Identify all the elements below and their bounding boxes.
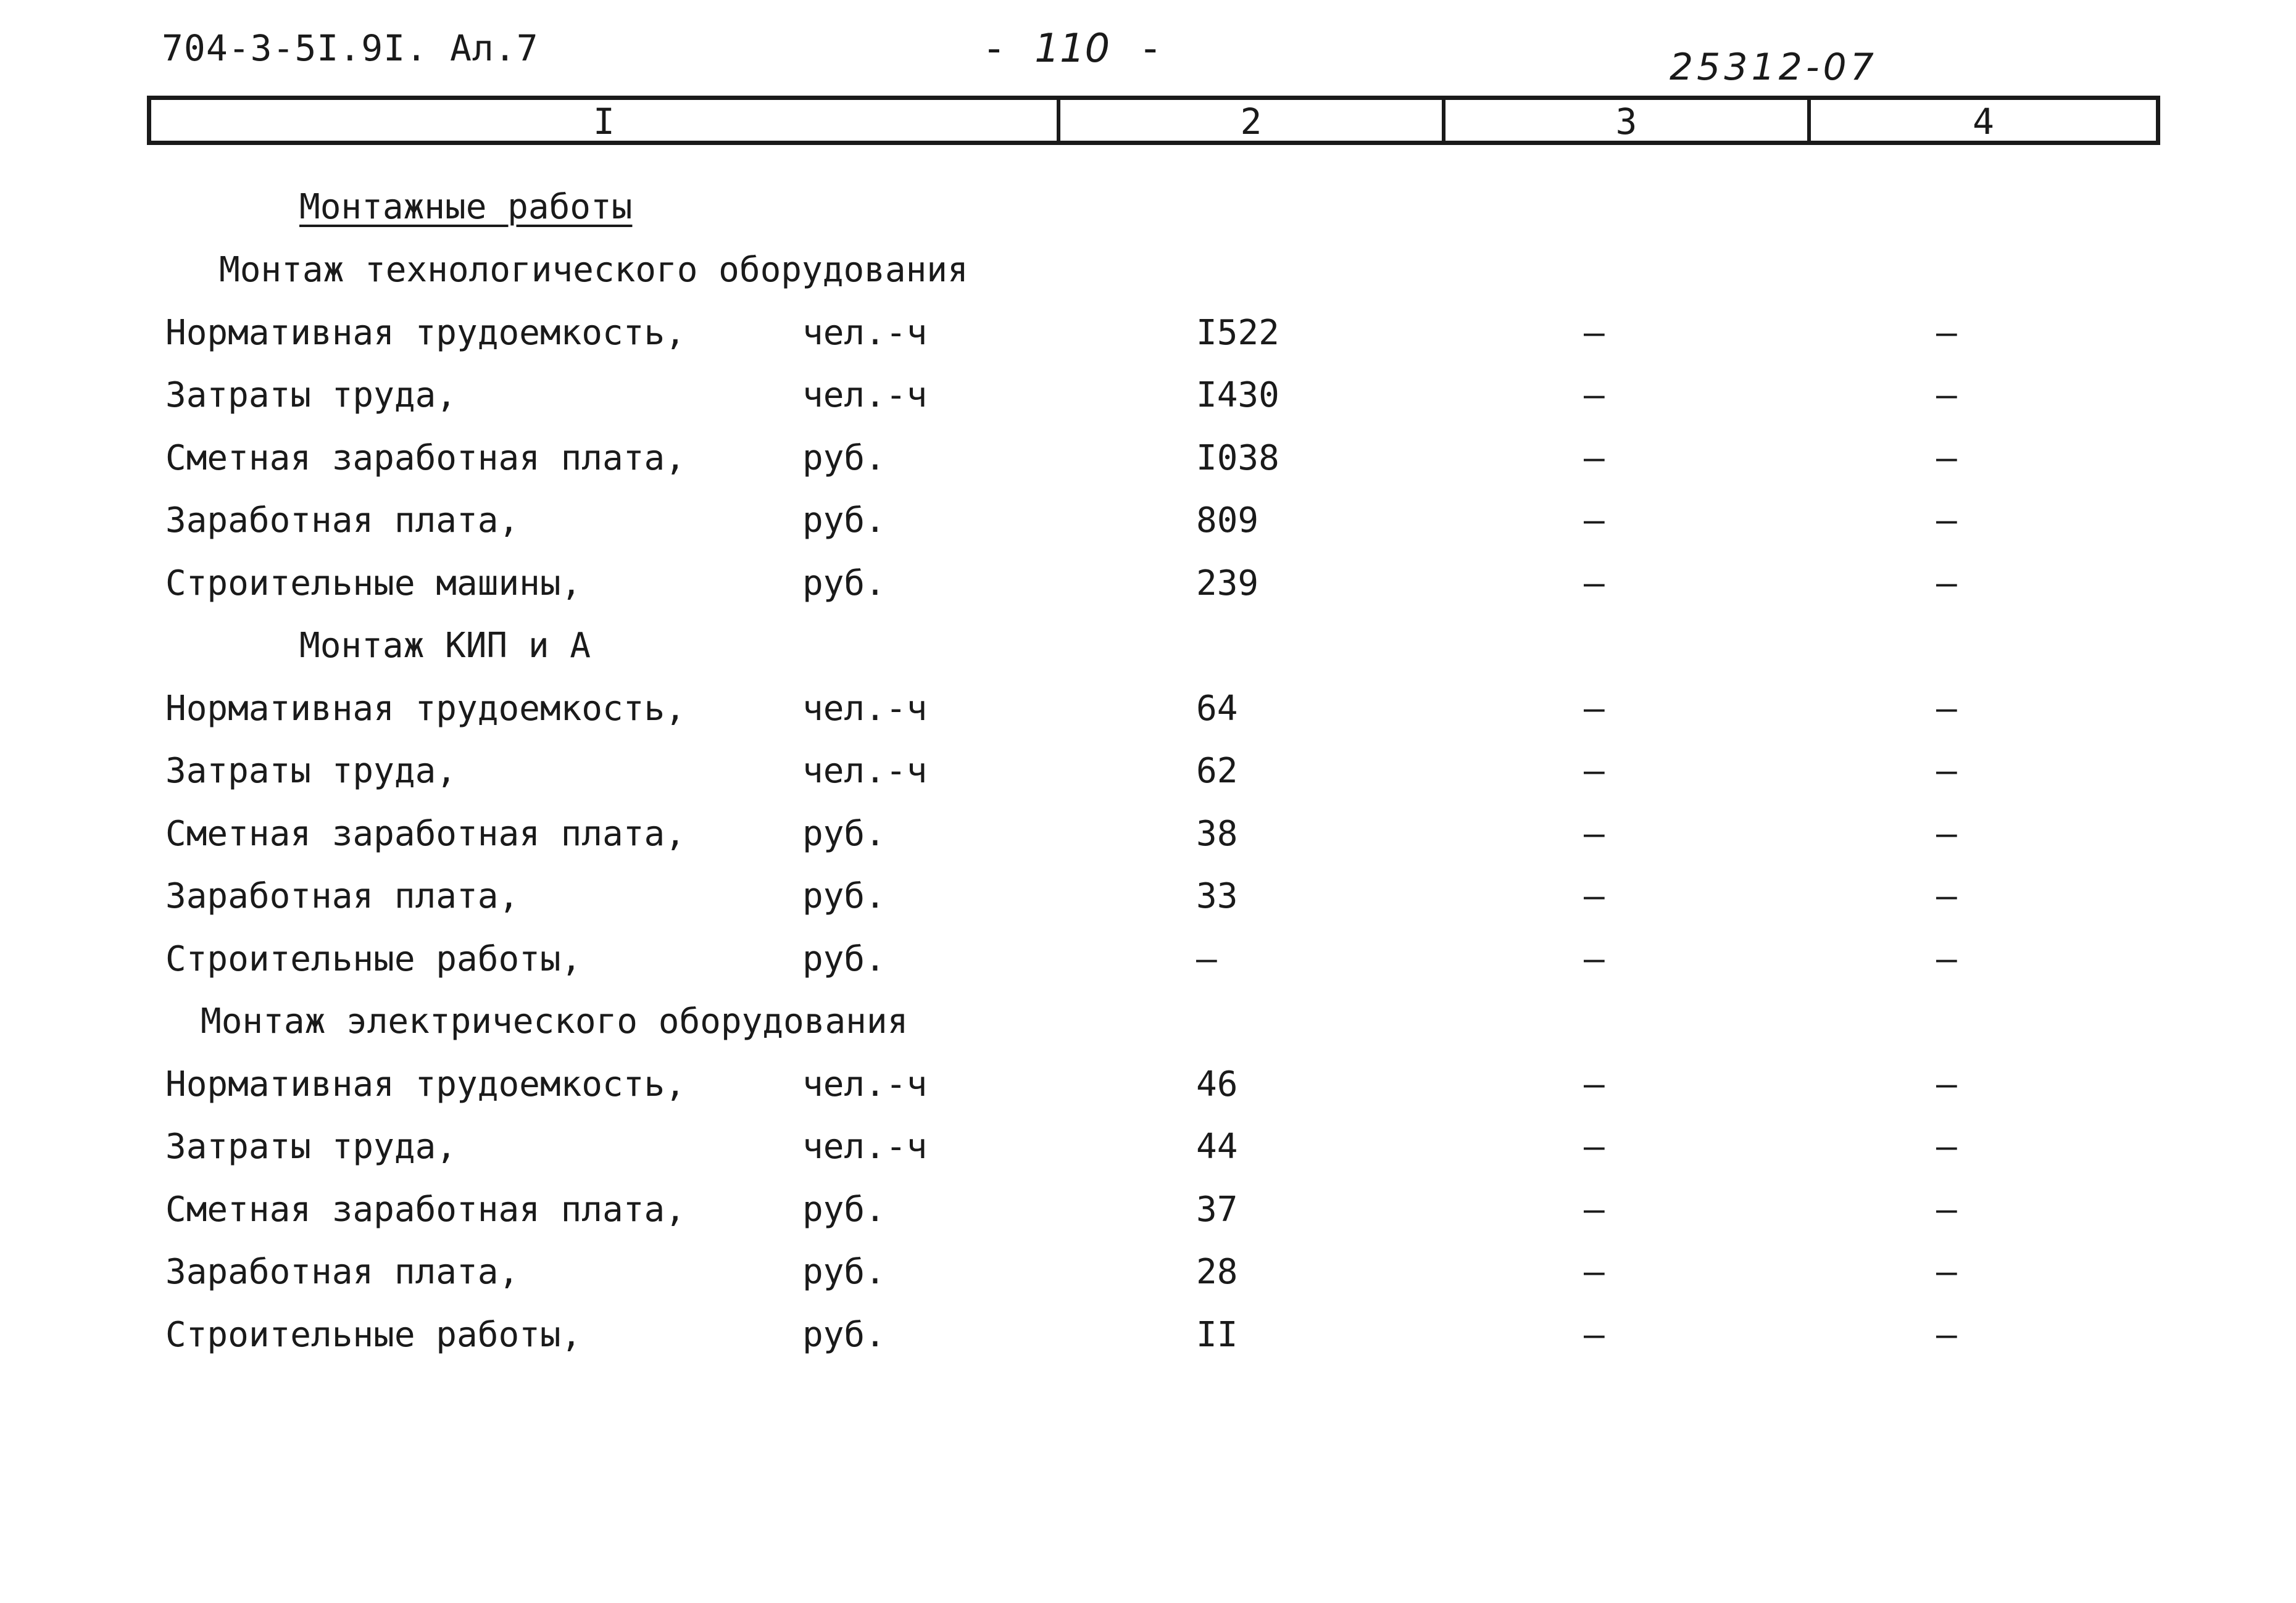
- row-unit: чел.-ч: [802, 1127, 928, 1167]
- row-col3: –: [1584, 1314, 1605, 1355]
- row-label: Сметная заработная плата,: [165, 1189, 686, 1230]
- row-unit: руб.: [802, 437, 886, 478]
- page-dash-right: -: [1143, 26, 1158, 72]
- row-label: Сметная заработная плата,: [165, 813, 686, 854]
- row-label: Затраты труда,: [165, 375, 457, 415]
- row-col3: –: [1584, 688, 1605, 729]
- row-col4: –: [1936, 1064, 1957, 1104]
- row-col4: –: [1936, 1127, 1957, 1167]
- row-col3: –: [1584, 938, 1605, 979]
- page-number-block: [954, 26, 1191, 72]
- row-unit: руб.: [802, 876, 886, 916]
- row-value: I038: [1196, 437, 1279, 478]
- column-header-3: 3: [1445, 100, 1811, 141]
- row-col4: –: [1936, 563, 1957, 603]
- row-col4: –: [1936, 938, 1957, 979]
- row-value: 33: [1196, 876, 1238, 916]
- row-unit: руб.: [802, 563, 886, 603]
- row-col4: –: [1936, 437, 1957, 478]
- row-col3: –: [1584, 1252, 1605, 1292]
- row-unit: чел.-ч: [802, 312, 928, 353]
- row-value: 44: [1196, 1127, 1238, 1167]
- row-unit: руб.: [802, 1189, 886, 1230]
- row-col3: –: [1584, 312, 1605, 353]
- row-col3: –: [1584, 437, 1605, 478]
- page-number: 110: [1034, 26, 1110, 72]
- column-header-4: 4: [1973, 101, 1994, 143]
- row-unit: чел.-ч: [802, 688, 928, 729]
- row-value: I430: [1196, 375, 1279, 415]
- row-unit: руб.: [802, 500, 886, 541]
- row-col3: –: [1584, 1189, 1605, 1230]
- row-label: Заработная плата,: [165, 500, 520, 541]
- row-col4: –: [1936, 813, 1957, 854]
- section-title: Монтаж КИП и А: [299, 626, 591, 666]
- row-unit: чел.-ч: [802, 375, 928, 415]
- row-value: 239: [1196, 563, 1259, 603]
- document-code: 704-3-5I.9I. Ал.7: [162, 27, 539, 69]
- row-value: 64: [1196, 688, 1238, 729]
- row-label: Сметная заработная плата,: [165, 437, 686, 478]
- row-unit: руб.: [802, 813, 886, 854]
- handwritten-document-number: 25312-07: [1670, 46, 1878, 89]
- section-title: Монтаж технологического оборудования: [219, 250, 968, 290]
- row-col4: –: [1936, 751, 1957, 791]
- row-value: II: [1196, 1314, 1238, 1355]
- row-col4: –: [1936, 375, 1957, 415]
- row-col4: –: [1936, 688, 1957, 729]
- column-header-2: 2: [1060, 100, 1445, 141]
- row-value: 38: [1196, 813, 1238, 854]
- row-value: I522: [1196, 312, 1279, 353]
- row-value: 46: [1196, 1064, 1238, 1104]
- row-label: Строительные работы,: [165, 938, 582, 979]
- row-value: 809: [1196, 500, 1259, 541]
- row-col4: –: [1936, 312, 1957, 353]
- row-label: Нормативная трудоемкость,: [165, 1064, 686, 1104]
- row-label: Нормативная трудоемкость,: [165, 688, 686, 729]
- row-label: Затраты труда,: [165, 751, 457, 791]
- row-value: 37: [1196, 1189, 1238, 1230]
- row-col3: –: [1584, 1127, 1605, 1167]
- row-unit: руб.: [802, 1252, 886, 1292]
- row-col4: –: [1936, 1252, 1957, 1292]
- row-col3: –: [1584, 563, 1605, 603]
- page-header: [0, 0, 2296, 93]
- row-col3: –: [1584, 375, 1605, 415]
- row-unit: руб.: [802, 938, 886, 979]
- row-col3: –: [1584, 751, 1605, 791]
- column-header-1: I: [151, 100, 1060, 141]
- row-unit: руб.: [802, 1314, 886, 1355]
- row-col3: –: [1584, 1064, 1605, 1104]
- row-label: Нормативная трудоемкость,: [165, 312, 686, 353]
- row-value: –: [1196, 938, 1217, 979]
- row-label: Заработная плата,: [165, 1252, 520, 1292]
- row-col3: –: [1584, 500, 1605, 541]
- row-label: Строительные машины,: [165, 563, 582, 603]
- row-label: Заработная плата,: [165, 876, 520, 916]
- row-unit: чел.-ч: [802, 751, 928, 791]
- row-label: Затраты труда,: [165, 1127, 457, 1167]
- row-col4: –: [1936, 876, 1957, 916]
- row-col4: –: [1936, 1189, 1957, 1230]
- section-title: Монтаж электрического оборудования: [201, 1001, 909, 1042]
- main-title: Монтажные работы: [299, 187, 633, 227]
- page-dash-left: -: [987, 26, 1002, 72]
- column-header-table: [147, 96, 2160, 145]
- row-col4: –: [1936, 500, 1957, 541]
- row-value: 62: [1196, 751, 1238, 791]
- row-col3: –: [1584, 876, 1605, 916]
- row-value: 28: [1196, 1252, 1238, 1292]
- row-unit: чел.-ч: [802, 1064, 928, 1104]
- row-label: Строительные работы,: [165, 1314, 582, 1355]
- row-col3: –: [1584, 813, 1605, 854]
- row-col4: –: [1936, 1314, 1957, 1355]
